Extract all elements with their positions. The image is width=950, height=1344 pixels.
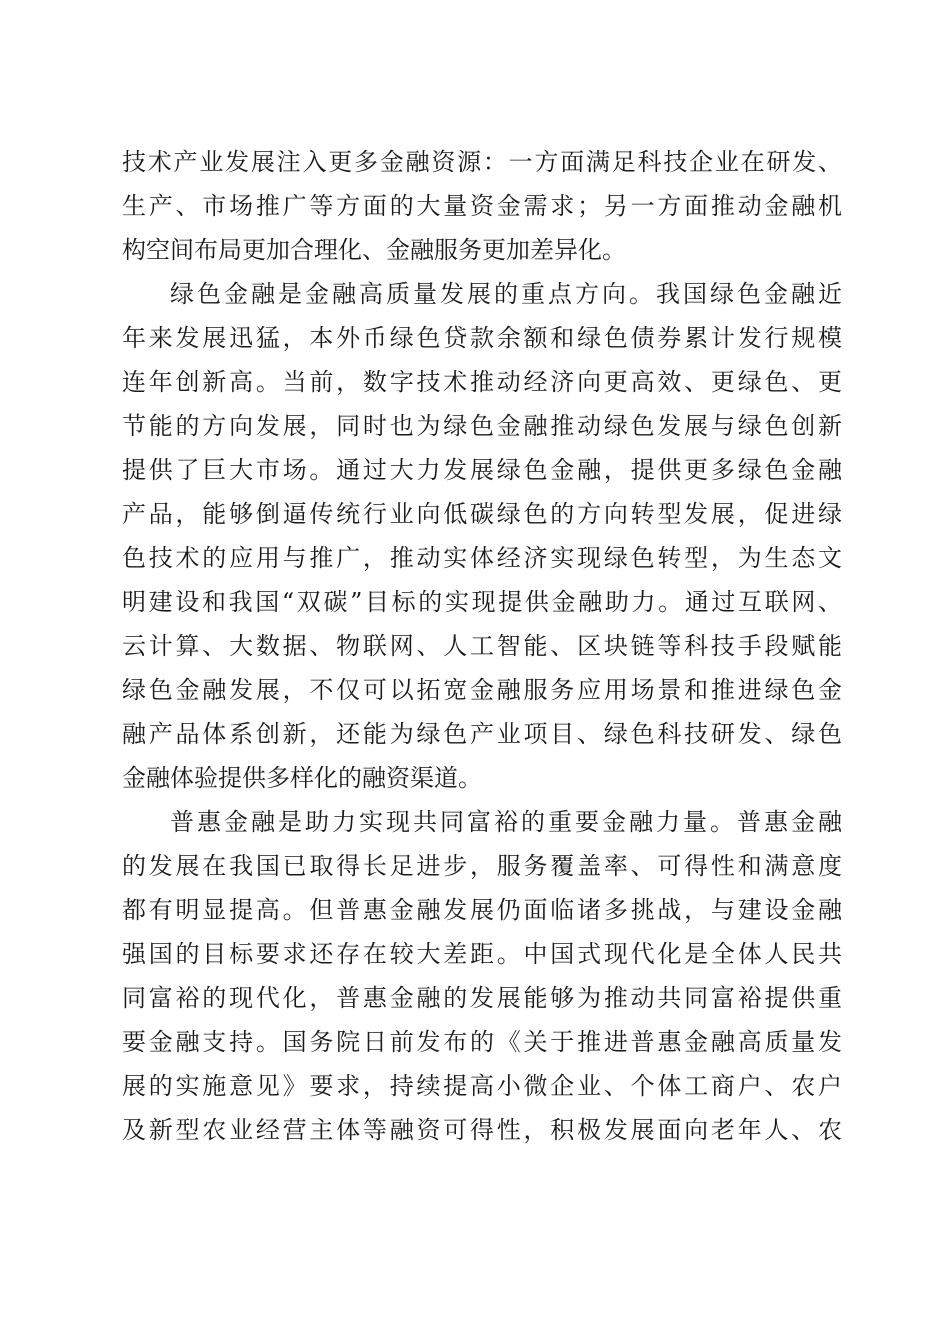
text-line: 及新型农业经营主体等融资可得性，积极发展面向老年人、农 xyxy=(122,1116,842,1144)
text-line: 色技术的应用与推广，推动实体经济实现绿色转型，为生态文 xyxy=(122,544,842,572)
text-line: 强国的目标要求还存在较大差距。中国式现代化是全体人民共 xyxy=(122,940,842,968)
text-line: 连年创新高。当前，数字技术推动经济向更高效、更绿色、更 xyxy=(122,368,842,396)
text-line: 生产、市场推广等方面的大量资金需求；另一方面推动金融机 xyxy=(122,192,842,220)
text-line: 融产品体系创新，还能为绿色产业项目、绿色科技研发、绿色 xyxy=(122,720,842,748)
text-line: 技术产业发展注入更多金融资源：一方面满足科技企业在研发、 xyxy=(122,148,842,176)
text-line: 产品，能够倒逼传统行业向低碳绿色的方向转型发展，促进绿 xyxy=(122,500,842,528)
text-line: 同富裕的现代化，普惠金融的发展能够为推动共同富裕提供重 xyxy=(122,984,842,1012)
text-line: 年来发展迅猛，本外币绿色贷款余额和绿色债券累计发行规模 xyxy=(122,324,842,352)
text-line: 要金融支持。国务院日前发布的《关于推进普惠金融高质量发 xyxy=(122,1028,842,1056)
text-line: 展的实施意见》要求，持续提高小微企业、个体工商户、农户 xyxy=(122,1072,842,1100)
text-line: 绿色金融发展，不仅可以拓宽金融服务应用场景和推进绿色金 xyxy=(122,676,842,704)
text-line: 的发展在我国已取得长足进步，服务覆盖率、可得性和满意度 xyxy=(122,852,842,880)
text-line: 构空间布局更加合理化、金融服务更加差异化。 xyxy=(122,236,626,264)
text-line: 云计算、大数据、物联网、人工智能、区块链等科技手段赋能 xyxy=(122,632,842,660)
text-line: 金融体验提供多样化的融资渠道。 xyxy=(122,764,482,792)
text-line: 普惠金融是助力实现共同富裕的重要金融力量。普惠金融 xyxy=(170,808,842,836)
text-line: 节能的方向发展，同时也为绿色金融推动绿色发展与绿色创新 xyxy=(122,412,842,440)
text-line: 都有明显提高。但普惠金融发展仍面临诸多挑战，与建设金融 xyxy=(122,896,842,924)
text-line: 绿色金融是金融高质量发展的重点方向。我国绿色金融近 xyxy=(170,280,842,308)
text-line: 明建设和我国“双碳”目标的实现提供金融助力。通过互联网、 xyxy=(122,588,842,616)
text-line: 提供了巨大市场。通过大力发展绿色金融，提供更多绿色金融 xyxy=(122,456,842,484)
